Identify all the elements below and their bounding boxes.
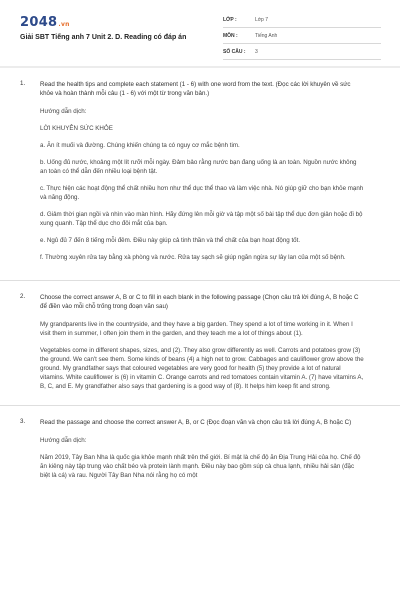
meta-value: 3 xyxy=(255,48,258,55)
meta-label: SỐ CÂU : xyxy=(223,48,246,55)
passage-paragraph: f. Thường xuyên rửa tay bằng xà phòng và nước. Rửa tay sạch sẽ giúp ngăn ngừa sự lây lan của một số bệnh. xyxy=(40,254,346,261)
site-logo[interactable] xyxy=(20,15,70,30)
passage-paragraph: Vegetables come in different shapes, sizes, and (2). They also grow differently as well. Carrots and potatoes grow (3) the ground. We can't see them. Some kinds of beans (4) a high net to grow. Cabbages and cauliflower grow above the ground. My grandfather says that coloured vegetables are very good for health (5) they provide a lot of natural vitamins. White cauliflower is (6) in vitamin C. Orange carrots and red tomatoes contain vitamin A. (7) have vitamins A, B, C, and E. My grandfather also says that gardening is a good way of (8). It helps him keep fit and strong. xyxy=(40,346,364,390)
guide-label: Hướng dẫn dịch: xyxy=(40,108,87,115)
passage-paragraph: b. Uống đủ nước, khoảng một lít rưỡi mỗi ngày. Đảm bảo rằng nước bạn đang uống là an toàn. Nguồn nước không an toàn có thể dẫn đến nhiều loại bệnh tật. xyxy=(40,159,357,175)
question-number: 2. xyxy=(20,292,26,300)
question-number: 1. xyxy=(20,80,26,87)
meta-label: LỚP : xyxy=(223,16,237,23)
passage-heading: LỜI KHUYÊN SỨC KHỎE xyxy=(40,125,113,132)
logo-suffix: .vn xyxy=(58,21,70,28)
question-divider xyxy=(0,405,400,406)
document-header xyxy=(0,0,400,60)
passage-paragraph: a. Ăn ít muối và đường. Chúng khiến chúng ta có nguy cơ mắc bệnh tim. xyxy=(40,142,240,149)
document-title: Giải SBT Tiếng anh 7 Unit 2. D. Reading có đáp án xyxy=(20,34,187,41)
guide-label: Hướng dẫn dịch: xyxy=(40,437,87,445)
question-1 xyxy=(0,80,400,262)
question-3 xyxy=(0,418,400,480)
logo-main: 2048 xyxy=(20,15,58,30)
meta-value: Lớp 7 xyxy=(255,16,269,23)
passage-paragraph: My grandparents live in the countryside, and they have a big garden. They spend a lot of time working in it. When I visit them in summer, I often join them in the garden, and they teach me a lot of things about (1). xyxy=(40,320,353,337)
document-body xyxy=(0,80,400,480)
passage-paragraph: d. Giảm thời gian ngồi và nhìn vào màn hình. Hãy đứng lên mỗi giờ và tập một số bài tập thể dục đơn giản hoặc đi bộ xung quanh. Tập thể dục cho đôi mắt của bạn. xyxy=(40,211,363,227)
passage-paragraph: e. Ngủ đủ 7 đến 8 tiếng mỗi đêm. Điều này giúp cả tinh thần và thể chất của bạn hoạt động tốt. xyxy=(40,237,301,244)
question-prompt: Read the health tips and complete each statement (1 - 6) with one word from the text. (Đọc các lời khuyên về sức khỏe và hoàn thành mỗi câu (1 - 6) với một từ trong văn bản.) xyxy=(40,81,351,97)
meta-row-count xyxy=(223,44,381,60)
meta-row-subject xyxy=(223,28,381,44)
meta-row-class xyxy=(223,12,381,28)
question-prompt: Read the passage and choose the correct answer A, B, or C (Đọc đoạn văn và chọn câu trả lời đúng A, B hoặc C) xyxy=(40,419,352,427)
meta-label: MÔN : xyxy=(223,32,238,39)
meta-value: Tiếng Anh xyxy=(255,32,278,39)
passage-paragraph: c. Thực hiện các hoạt động thể chất nhiều hơn như thể dục thể thao và làm việc nhà. Nó giúp giữ cho bạn khỏe mạnh và năng động. xyxy=(40,185,364,201)
question-prompt: Choose the correct answer A, B or C to fill in each blank in the following passage (Chọn câu trả lời đúng A, B hoặc C để điền vào mỗi chỗ trống trong đoạn văn sau) xyxy=(40,293,359,310)
question-2 xyxy=(0,293,400,391)
passage-paragraph: Năm 2019, Tây Ban Nha là quốc gia khỏe mạnh nhất trên thế giới. Bí mật là chế độ ăn Địa Trung Hải của họ. Chế độ ăn kiêng này tập trung vào chất béo và protein lành mạnh. Điều này bao gồm súp cà chua lạnh, nhiều hải sản (đặc biệt là cá) và rau. Người Tây Ban Nha nói rằng họ có một xyxy=(40,454,361,480)
header-divider xyxy=(0,66,400,68)
question-divider xyxy=(0,280,400,281)
question-number: 3. xyxy=(20,418,26,426)
document-meta-table xyxy=(223,12,381,60)
